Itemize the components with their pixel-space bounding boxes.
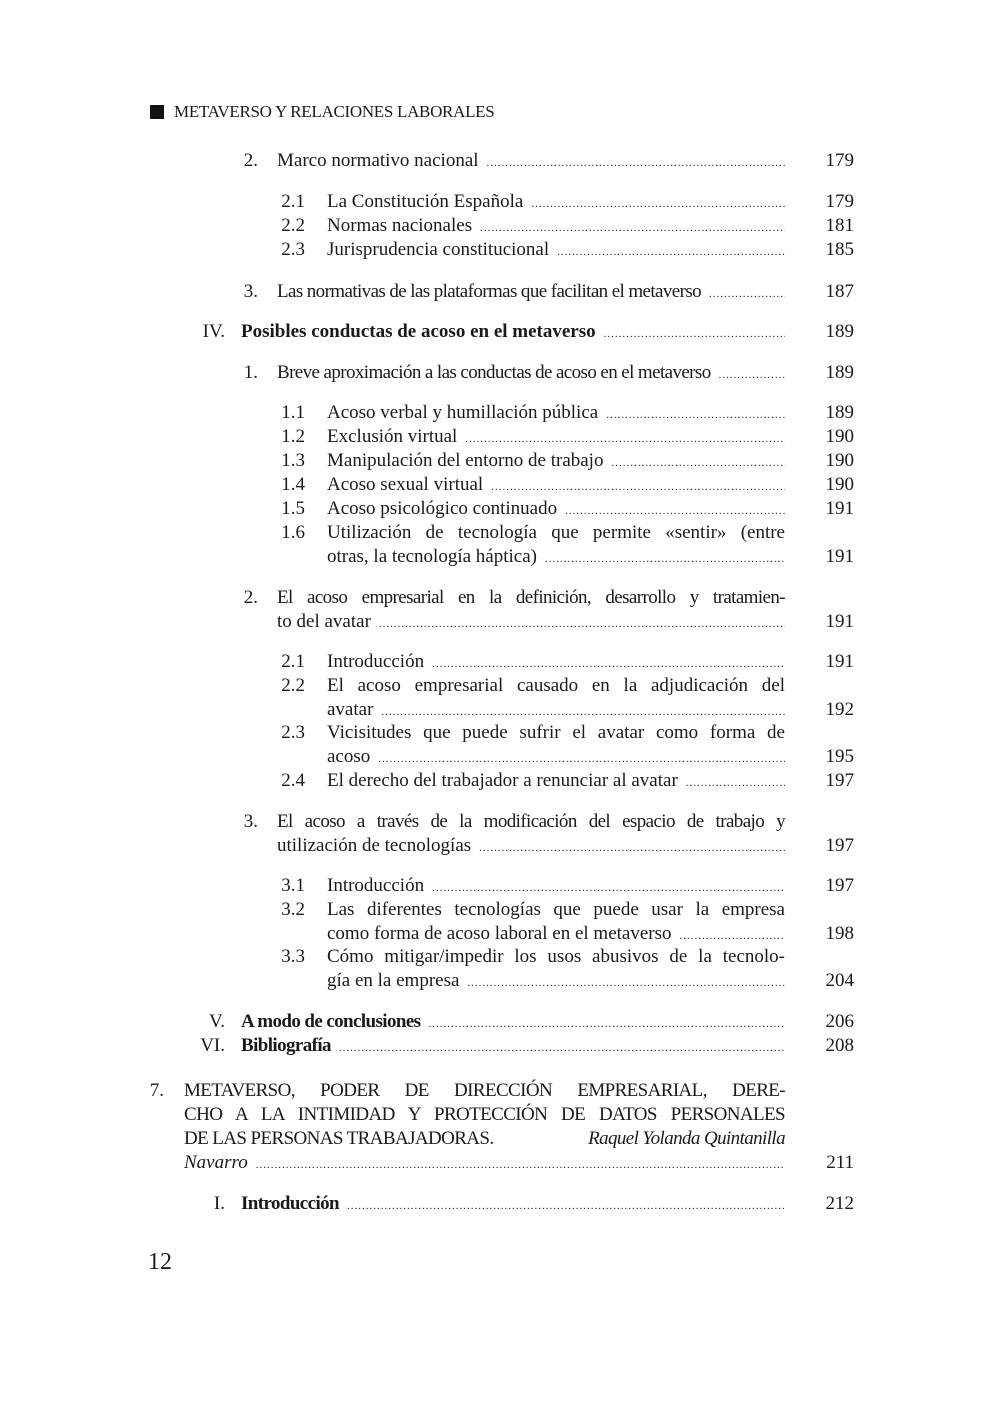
toc-number: 2.3: [281, 239, 305, 260]
toc-number: 2.4: [281, 770, 305, 791]
toc-number: 1.: [243, 362, 258, 383]
leader-dots: [378, 747, 785, 771]
toc-page: 191: [825, 651, 854, 672]
leader-dots: [686, 771, 785, 795]
toc-title-continued: otras, la tecnología háptica): [327, 546, 537, 567]
toc-page: 212: [825, 1193, 854, 1214]
toc-title: Introducción: [241, 1193, 340, 1214]
toc-title: Acoso psicológico continuado: [327, 498, 558, 519]
toc-page: 197: [825, 835, 854, 856]
toc-title: El acoso empresarial en la definición, desarrollo y tratamien-: [277, 587, 785, 608]
toc-title: Normas nacionales: [327, 215, 473, 236]
leader-dots: [531, 192, 785, 216]
toc-title-continued: avatar: [327, 699, 374, 720]
toc-page: 204: [825, 970, 854, 991]
header-title: METAVERSO Y RELACIONES LABORALES: [174, 102, 495, 121]
toc-page: 197: [825, 770, 854, 791]
toc-page: 211: [826, 1152, 854, 1173]
toc-number: 2.1: [281, 191, 305, 212]
leader-dots: [611, 451, 785, 475]
toc-title: Las normativas de las plataformas que facilitan el metaverso: [277, 281, 702, 302]
toc-page: 208: [825, 1035, 854, 1056]
toc-number: I.: [213, 1193, 225, 1214]
toc-page: 190: [825, 474, 854, 495]
toc-page: 191: [825, 498, 854, 519]
leader-dots: [467, 971, 785, 995]
leader-dots: [606, 403, 785, 427]
toc-page: 179: [825, 150, 854, 171]
toc-number: IV.: [202, 321, 225, 342]
toc-page: 190: [825, 450, 854, 471]
toc-number: 1.4: [281, 474, 305, 495]
toc-title: Bibliografía: [241, 1035, 331, 1056]
toc-title: Introducción: [327, 651, 425, 672]
toc-page: 192: [825, 699, 854, 720]
toc-number: V.: [208, 1011, 225, 1032]
toc-number: 1.1: [281, 402, 305, 423]
leader-dots: [480, 216, 785, 240]
toc-title-continued: utilización de tecnologías: [277, 835, 472, 856]
toc-page: 198: [825, 923, 854, 944]
toc-title: Utilización de tecnología que permite «sentir» (entre: [327, 522, 785, 543]
toc-title: Jurisprudencia constitucional: [327, 239, 550, 260]
toc-number: 3.: [243, 811, 258, 832]
toc-number: 2.2: [281, 215, 305, 236]
toc-title-continued: to del avatar: [277, 611, 371, 632]
leader-dots: [428, 1012, 785, 1036]
toc-title: A modo de conclusiones: [241, 1011, 421, 1032]
leader-dots: [432, 876, 785, 900]
leader-dots: [565, 499, 785, 523]
toc-number: 3.2: [281, 899, 305, 920]
toc-page: 195: [825, 746, 854, 767]
toc-title: El acoso empresarial causado en la adjudicación del: [327, 675, 785, 696]
toc-title: Las diferentes tecnologías que puede usar la empresa: [327, 899, 785, 920]
toc-page: 181: [825, 215, 854, 236]
leader-dots: [491, 475, 785, 499]
toc-number: 1.2: [281, 426, 305, 447]
leader-dots: [379, 612, 785, 636]
toc-title: Introducción: [327, 875, 425, 896]
toc-number: 3.: [243, 281, 258, 302]
toc-number: 1.3: [281, 450, 305, 471]
toc-title: Acoso verbal y humillación pública: [327, 402, 599, 423]
leader-dots: [719, 363, 785, 387]
toc-title: METAVERSO, PODER DE DIRECCIÓN EMPRESARIAL, DERE-: [184, 1080, 785, 1101]
toc-number: 2.: [243, 150, 258, 171]
toc-page: 197: [825, 875, 854, 896]
toc-title: Vicisitudes que puede sufrir el avatar como forma de: [327, 722, 785, 743]
toc-title: Posibles conductas de acoso en el metaverso: [241, 321, 596, 342]
toc-title: La Constitución Española: [327, 191, 524, 212]
page-number: 12: [148, 1249, 172, 1275]
toc-title: Exclusión virtual: [327, 426, 458, 447]
leader-dots: [604, 322, 785, 346]
leader-dots: [465, 427, 785, 451]
toc-page: 189: [825, 321, 854, 342]
leader-dots: [256, 1153, 785, 1177]
toc-title-continued: CHO A LA INTIMIDAD Y PROTECCIÓN DE DATOS PERSONALES: [184, 1104, 785, 1125]
toc-number: 2.1: [281, 651, 305, 672]
toc-page: 191: [825, 546, 854, 567]
toc-page: 187: [825, 281, 854, 302]
header-square-icon: [150, 105, 164, 119]
toc-number: 3.1: [281, 875, 305, 896]
toc-page: 179: [825, 191, 854, 212]
toc-title: El derecho del trabajador a renunciar al avatar: [327, 770, 678, 791]
leader-dots: [479, 836, 785, 860]
toc-page: 185: [825, 239, 854, 260]
toc-title: Breve aproximación a las conductas de acoso en el metaverso: [277, 362, 711, 383]
toc-page: 189: [825, 362, 854, 383]
toc-number: 1.5: [281, 498, 305, 519]
toc-title-continued: gía en la empresa: [327, 970, 460, 991]
toc-page: 191: [825, 611, 854, 632]
leader-dots: [487, 151, 785, 175]
toc-title: Cómo mitigar/impedir los usos abusivos de la tecnolo-: [327, 946, 785, 967]
toc-number: 3.3: [281, 946, 305, 967]
toc-title-continued: DE LAS PERSONAS TRABAJADORAS.: [184, 1128, 494, 1149]
toc-number: 1.6: [281, 522, 305, 543]
toc-title: El acoso a través de la modificación del espacio de trabajo y: [277, 811, 785, 832]
leader-dots: [709, 282, 785, 306]
running-header: [150, 102, 494, 122]
leader-dots: [347, 1194, 785, 1218]
toc-title: Marco normativo nacional: [277, 150, 479, 171]
leader-dots: [545, 547, 785, 571]
toc-number: 2.2: [281, 675, 305, 696]
leader-dots: [339, 1036, 785, 1060]
toc-author: Raquel Yolanda Quintanilla: [588, 1128, 785, 1149]
toc-title: Manipulación del entorno de trabajo: [327, 450, 604, 471]
toc-number: 2.3: [281, 722, 305, 743]
toc-page: 206: [825, 1011, 854, 1032]
toc-number: 7.: [149, 1080, 164, 1101]
toc-title-continued: como forma de acoso laboral en el metaverso: [327, 923, 672, 944]
toc-page: 190: [825, 426, 854, 447]
toc-title-continued: acoso: [327, 746, 371, 767]
toc-page: 189: [825, 402, 854, 423]
toc-number: 2.: [243, 587, 258, 608]
toc-author-continued: Navarro: [184, 1152, 248, 1173]
toc-number: VI.: [200, 1035, 225, 1056]
leader-dots: [432, 652, 785, 676]
leader-dots: [557, 240, 785, 264]
toc-title: Acoso sexual virtual: [327, 474, 484, 495]
